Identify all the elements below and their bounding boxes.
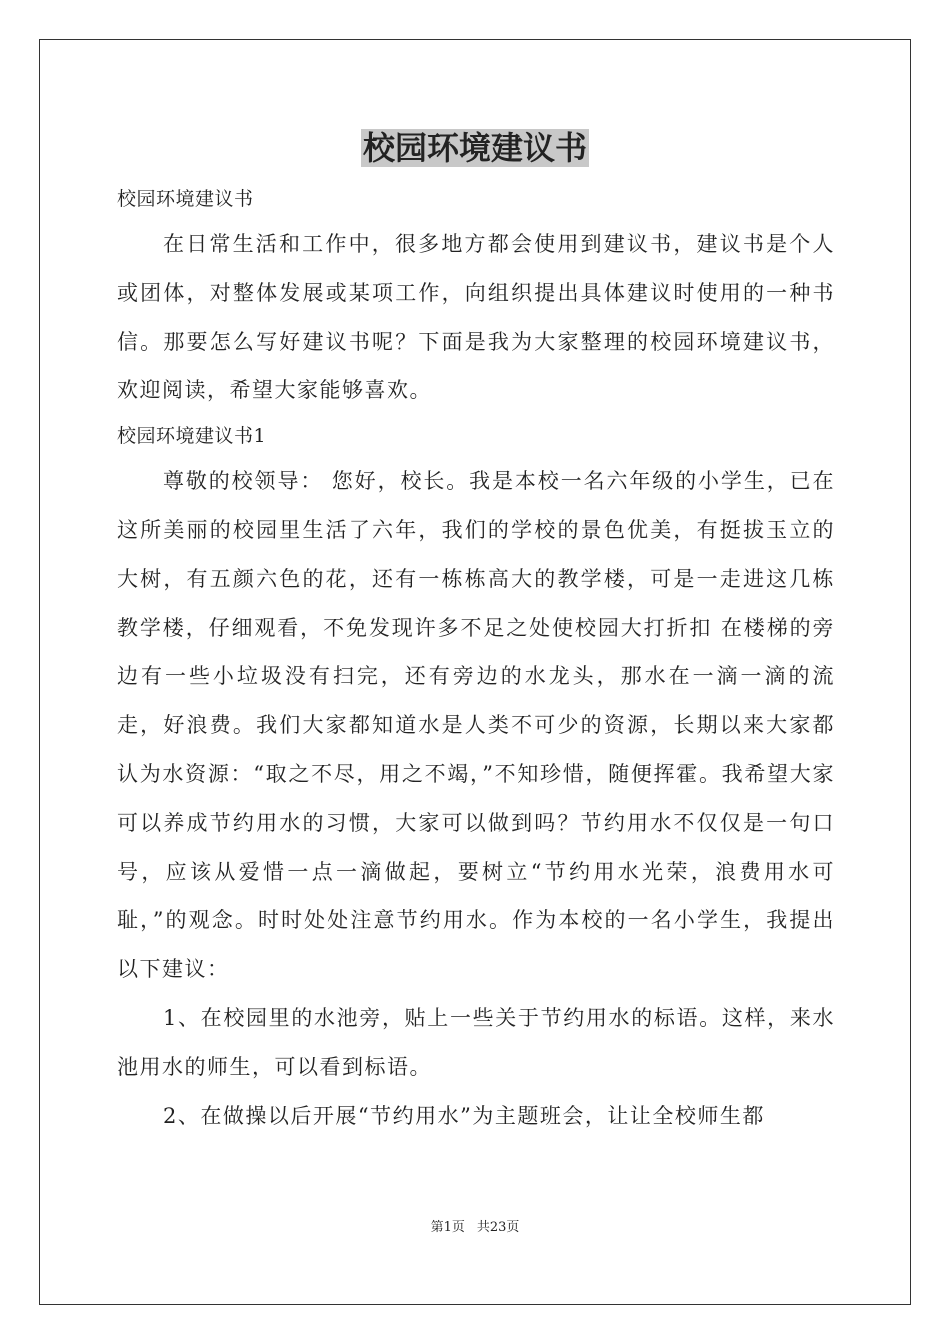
document-subtitle: 校园环境建议书 xyxy=(117,188,254,210)
document-body xyxy=(117,178,835,1140)
suggestion-1: 1、在校园里的水池旁，贴上一些关于节约用水的标语。这样，来水池用水的师生，可以看到标语。 xyxy=(117,1005,835,1079)
page-total: 共23页 xyxy=(476,1220,520,1235)
page-footer xyxy=(0,1218,950,1238)
page-number: 第1页 xyxy=(430,1220,465,1235)
document-title xyxy=(0,126,950,170)
section-heading: 校园环境建议书1 xyxy=(117,425,267,448)
suggestion-2: 2、在做操以后开展“节约用水”为主题班会，让让全校师生都 xyxy=(163,1103,765,1128)
document-title-text: 校园环境建议书 xyxy=(362,129,587,167)
body-paragraph: 尊敬的校领导： 您好，校长。我是本校一名六年级的小学生，已在这所美丽的校园里生活了六年，我们的学校的景色优美，有挺拔玉立的大树，有五颜六色的花，还有一栋栋高大的教学楼，可是一走进这几栋教学楼，仔细观看，不免发现许多不足之处使校园大打折扣 在楼梯的旁边有一些小垃圾没有扫完，还有旁边的水龙头，那水在一滴一滴的流走，好浪费。我们大家都知道水是人类不可少的资源，长期以来大家都认为水资源：“取之不尽，用之不竭，”不知珍惜，随便挥霍。我希望大家可以养成节约用水的习惯，大家可以做到吗？节约用水不仅仅是一句口号，应该从爱惜一点一滴做起，要树立“节约用水光荣，浪费用水可耻，”的观念。时时处处注意节约用水。作为本校的一名小学生，我提出以下建议： xyxy=(117,469,835,982)
intro-paragraph: 在日常生活和工作中，很多地方都会使用到建议书，建议书是个人或团体，对整体发展或某项工作，向组织提出具体建议时使用的一种书信。那要怎么写好建议书呢？下面是我为大家整理的校园环境建议书，欢迎阅读，希望大家能够喜欢。 xyxy=(117,232,835,403)
